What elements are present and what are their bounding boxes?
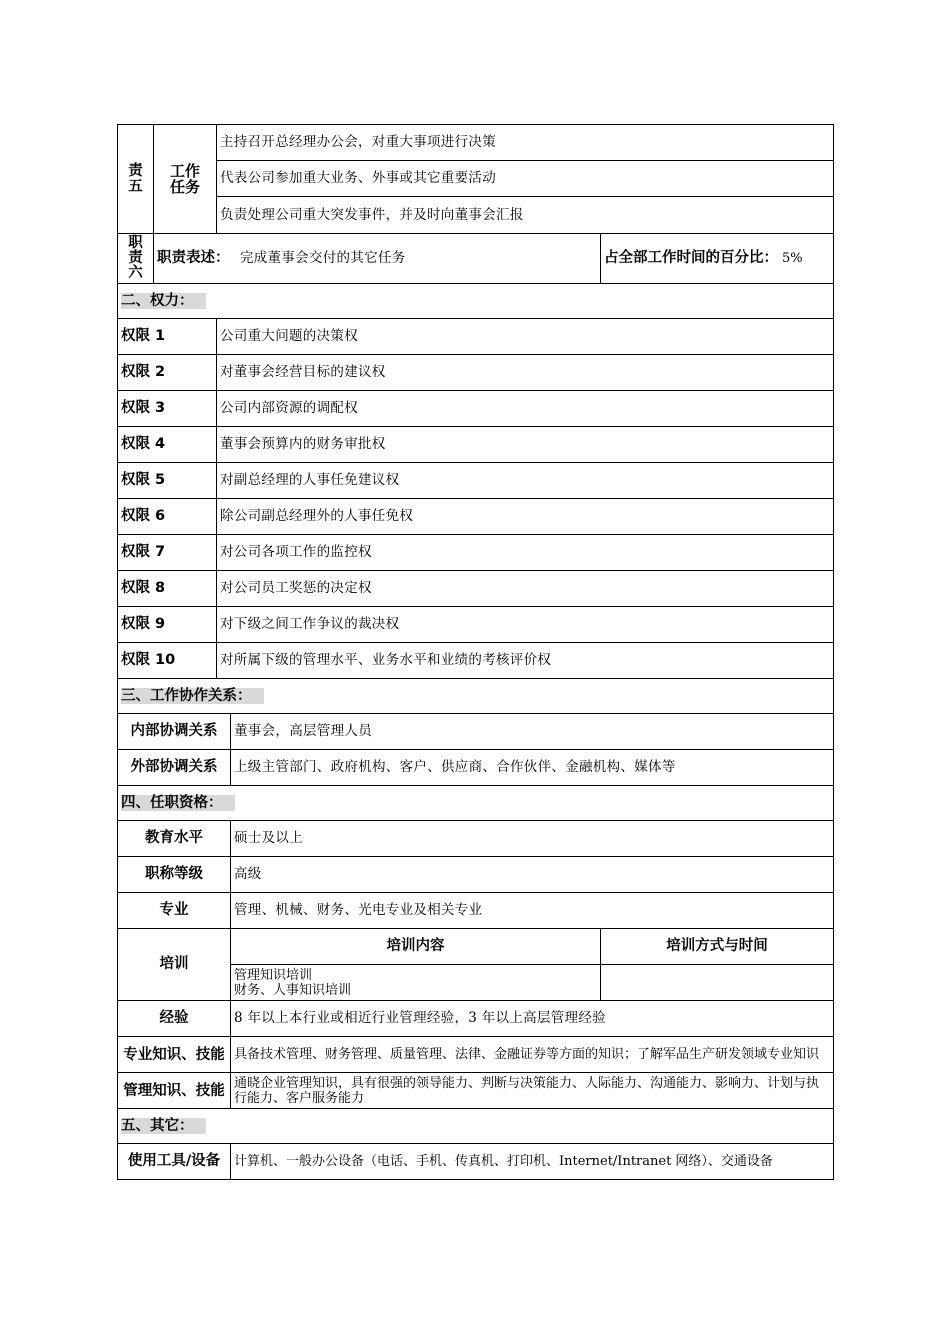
- job-description-table: [117, 124, 834, 1180]
- duty5-row-3: [118, 197, 834, 234]
- relations-heading-row: [118, 679, 834, 714]
- duty6-desc-value: 完成董事会交付的其它任务: [239, 250, 406, 266]
- experience-label: 经验: [118, 1001, 231, 1037]
- management-row: [118, 1073, 834, 1109]
- title-level-value: 高级: [231, 857, 834, 893]
- duty5-task-2: 代表公司参加重大业务、外事或其它重要活动: [217, 161, 834, 197]
- education-label: 教育水平: [118, 821, 231, 857]
- internal-relations-row: [118, 714, 834, 750]
- power-label: 权限 8: [118, 571, 217, 607]
- duty6-label: 职 责 六: [118, 234, 154, 284]
- power-label: 权限 5: [118, 463, 217, 499]
- power-label: 权限 2: [118, 355, 217, 391]
- power-label: 权限 10: [118, 643, 217, 679]
- power-text: 除公司副总经理外的人事任免权: [217, 499, 834, 535]
- power-row: [118, 535, 834, 571]
- duty6-time-value: 5%: [782, 251, 803, 266]
- power-text: 董事会预算内的财务审批权: [217, 427, 834, 463]
- power-row: [118, 643, 834, 679]
- power-text: 公司内部资源的调配权: [217, 391, 834, 427]
- experience-row: [118, 1001, 834, 1037]
- duty6-description: [154, 234, 601, 284]
- tools-value: 计算机、一般办公设备（电话、手机、传真机、打印机、Internet/Intranet 网络）、交通设备: [231, 1144, 834, 1180]
- skills-value: 具备技术管理、财务管理、质量管理、法律、金融证券等方面的知识；了解军品生产研发领域专业知识: [231, 1037, 834, 1073]
- power-label: 权限 1: [118, 319, 217, 355]
- skills-row: [118, 1037, 834, 1073]
- duty6-desc-label: 职责表述：: [157, 250, 230, 266]
- internal-relations-label: 内部协调关系: [118, 714, 231, 750]
- qualifications-heading: 四、任职资格：: [118, 786, 834, 821]
- duty5-row-2: [118, 161, 834, 197]
- job-description-sheet: [117, 124, 833, 1180]
- power-row: [118, 607, 834, 643]
- other-heading-row: [118, 1109, 834, 1144]
- duty6-time-label: 占全部工作时间的百分比：: [604, 250, 778, 266]
- duty5-sub-label: 工作 任务: [154, 125, 217, 234]
- power-row: [118, 355, 834, 391]
- major-label: 专业: [118, 893, 231, 929]
- power-row: [118, 499, 834, 535]
- training-header-row: [118, 929, 834, 965]
- power-text: 对所属下级的管理水平、业务水平和业绩的考核评价权: [217, 643, 834, 679]
- education-row: [118, 821, 834, 857]
- power-text: 对下级之间工作争议的裁决权: [217, 607, 834, 643]
- other-heading: 五、其它：: [118, 1109, 834, 1144]
- power-label: 权限 4: [118, 427, 217, 463]
- duty5-task-1: 主持召开总经理办公会，对重大事项进行决策: [217, 125, 834, 161]
- power-text: 对副总经理的人事任免建议权: [217, 463, 834, 499]
- education-value: 硕士及以上: [231, 821, 834, 857]
- relations-heading: 三、工作协作关系：: [118, 679, 834, 714]
- training-method-value: [601, 965, 834, 1001]
- power-label: 权限 3: [118, 391, 217, 427]
- power-row: [118, 391, 834, 427]
- internal-relations-value: 董事会，高层管理人员: [231, 714, 834, 750]
- external-relations-label: 外部协调关系: [118, 750, 231, 786]
- duty5-label: 责 五: [118, 125, 154, 234]
- duty5-task-3: 负责处理公司重大突发事件，并及时向董事会汇报: [217, 197, 834, 234]
- training-content-value: 管理知识培训 财务、人事知识培训: [231, 965, 601, 1001]
- power-row: [118, 571, 834, 607]
- power-row: [118, 427, 834, 463]
- duty5-row-1: [118, 125, 834, 161]
- management-label: 管理知识、技能: [118, 1073, 231, 1109]
- experience-value: 8 年以上本行业或相近行业管理经验，3 年以上高层管理经验: [231, 1001, 834, 1037]
- training-label: 培训: [118, 929, 231, 1001]
- power-row: [118, 319, 834, 355]
- power-row: [118, 463, 834, 499]
- major-value: 管理、机械、财务、光电专业及相关专业: [231, 893, 834, 929]
- duty6-row: [118, 234, 834, 284]
- power-text: 公司重大问题的决策权: [217, 319, 834, 355]
- training-content-header: 培训内容: [231, 929, 601, 965]
- skills-label: 专业知识、技能: [118, 1037, 231, 1073]
- power-text: 对董事会经营目标的建议权: [217, 355, 834, 391]
- duty6-time: [601, 234, 834, 284]
- power-label: 权限 7: [118, 535, 217, 571]
- external-relations-row: [118, 750, 834, 786]
- tools-row: [118, 1144, 834, 1180]
- powers-heading: 二、权力：: [118, 284, 834, 319]
- title-level-row: [118, 857, 834, 893]
- external-relations-value: 上级主管部门、政府机构、客户、供应商、合作伙伴、金融机构、媒体等: [231, 750, 834, 786]
- title-level-label: 职称等级: [118, 857, 231, 893]
- power-label: 权限 6: [118, 499, 217, 535]
- training-method-header: 培训方式与时间: [601, 929, 834, 965]
- major-row: [118, 893, 834, 929]
- management-value: 通晓企业管理知识，具有很强的领导能力、判断与决策能力、人际能力、沟通能力、影响力、计划与执行能力、客户服务能力: [231, 1073, 834, 1109]
- tools-label: 使用工具/设备: [118, 1144, 231, 1180]
- powers-heading-row: [118, 284, 834, 319]
- power-label: 权限 9: [118, 607, 217, 643]
- power-text: 对公司各项工作的监控权: [217, 535, 834, 571]
- qualifications-heading-row: [118, 786, 834, 821]
- power-text: 对公司员工奖惩的决定权: [217, 571, 834, 607]
